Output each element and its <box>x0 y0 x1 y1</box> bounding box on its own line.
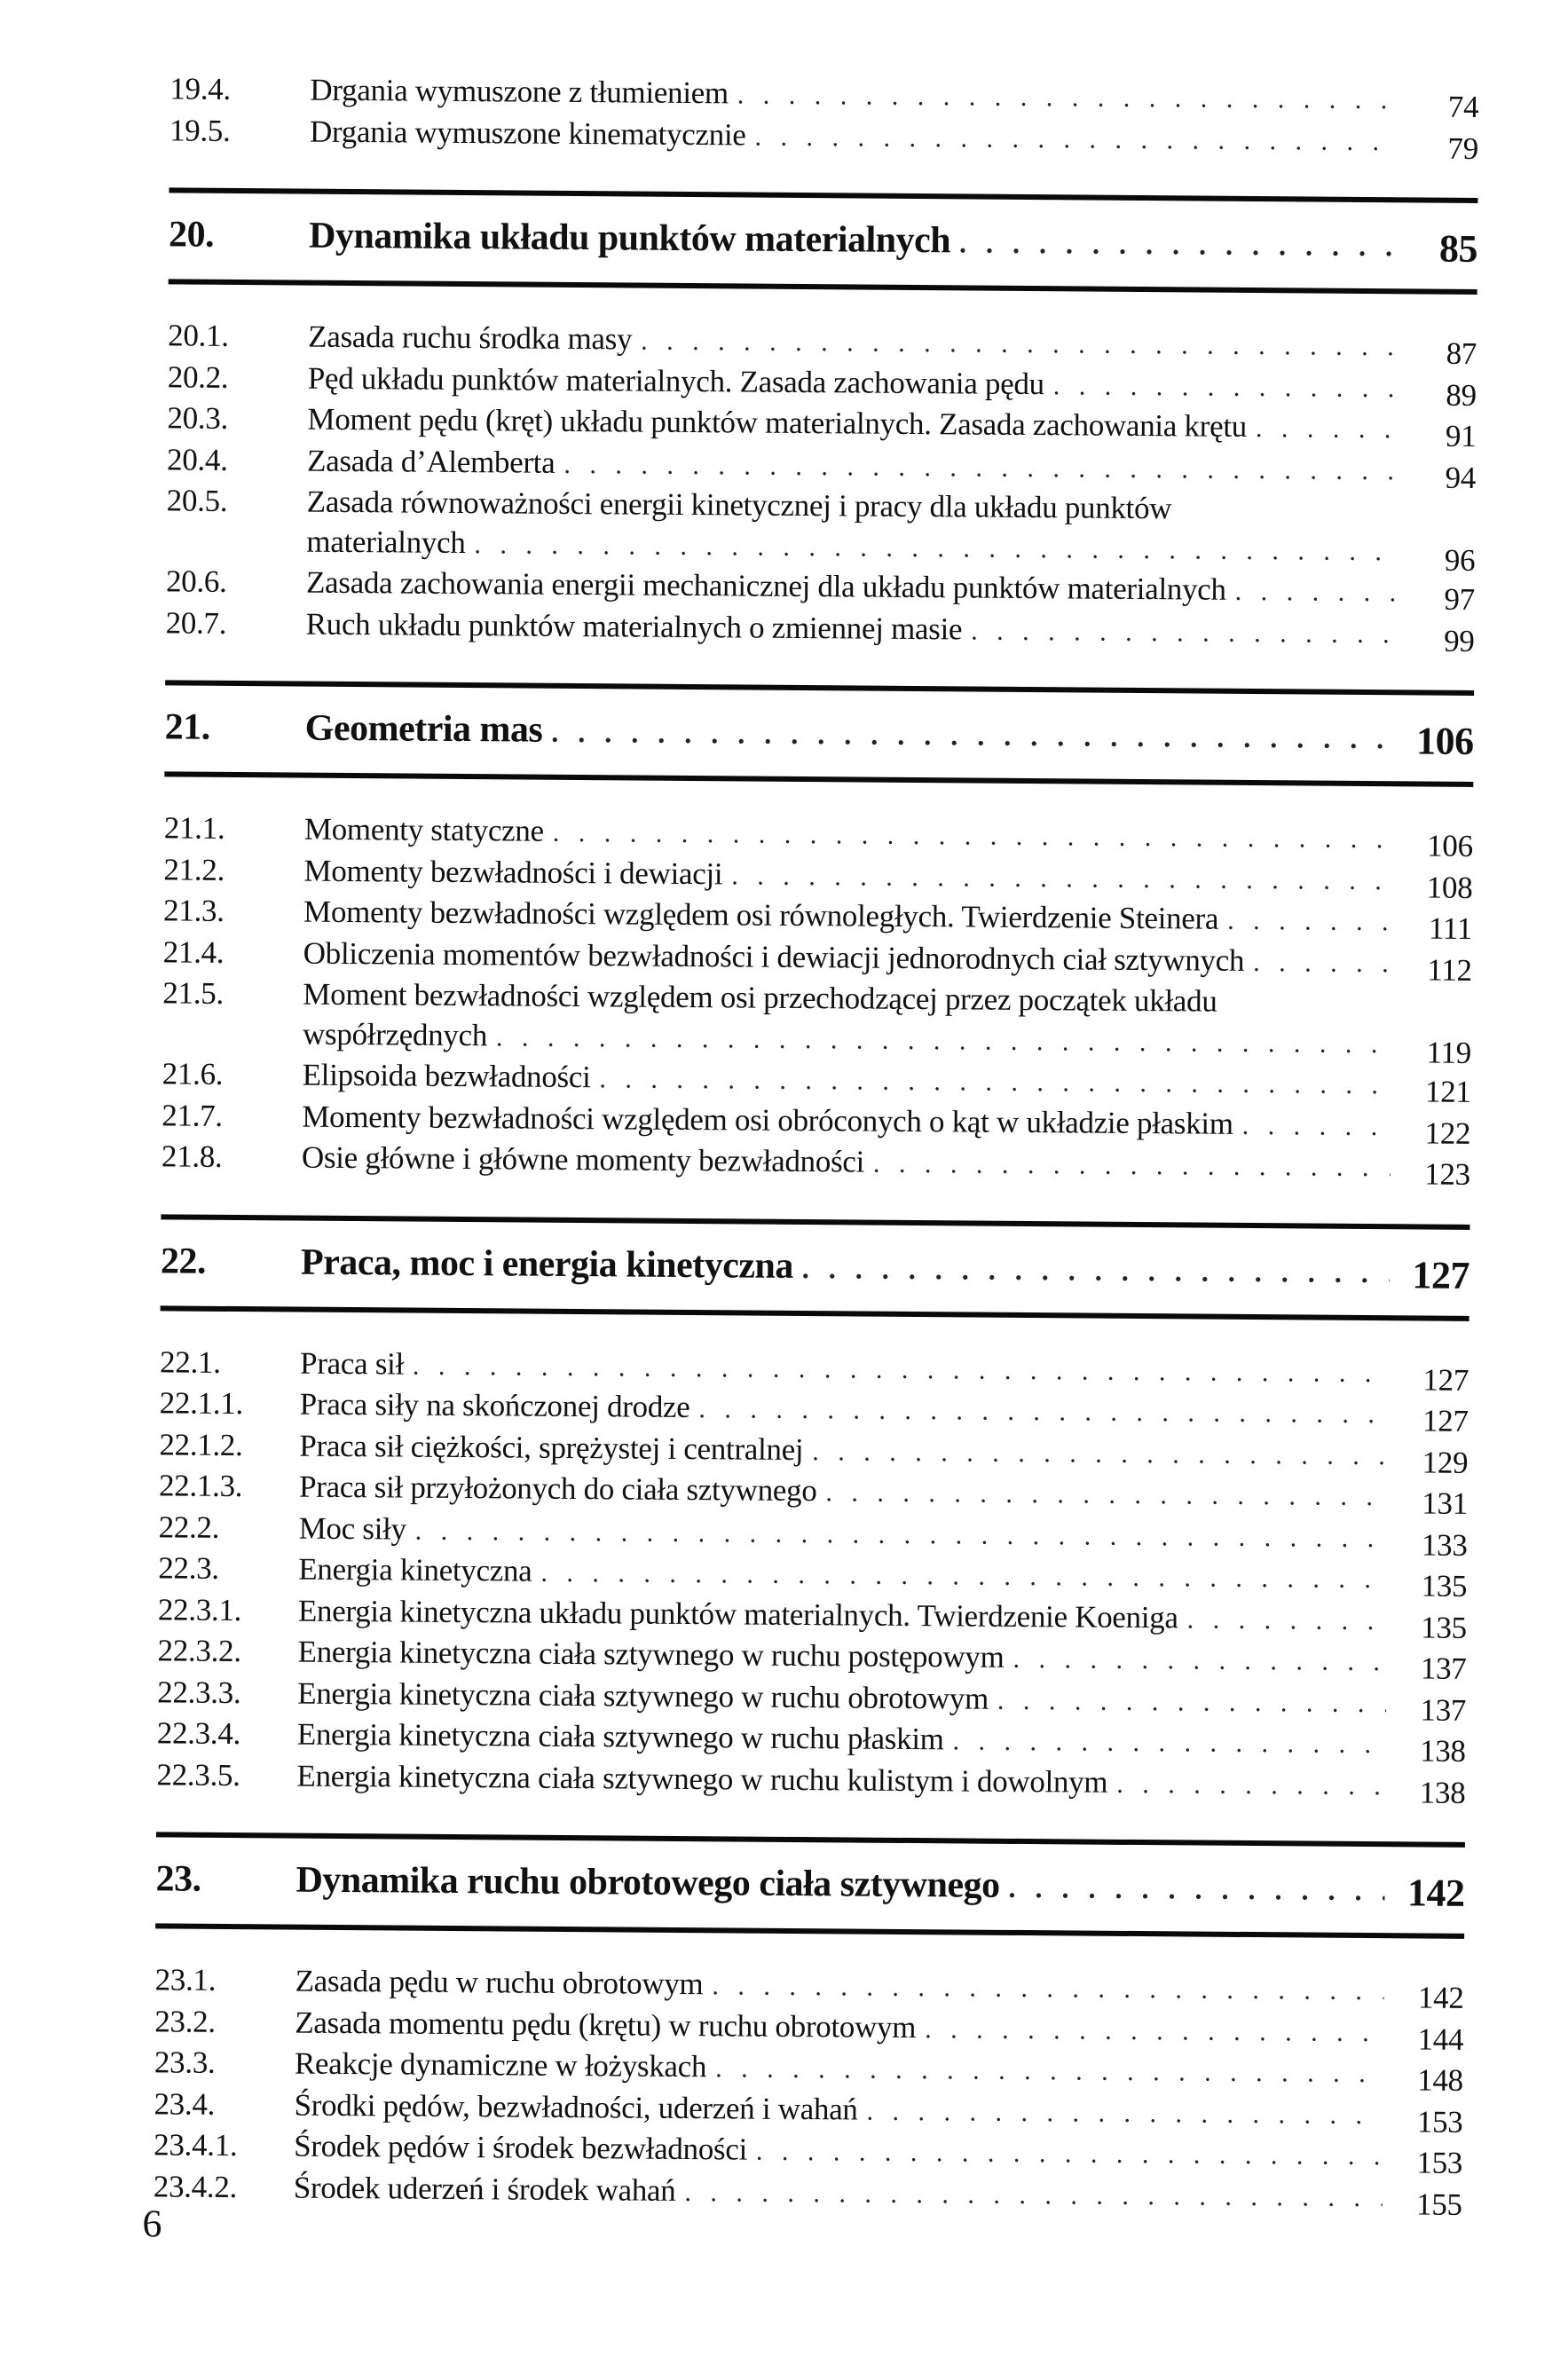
section-page-number: 129 <box>1422 1445 1469 1480</box>
section-page-number: 137 <box>1420 1692 1467 1728</box>
section-page-number: 74 <box>1447 89 1479 124</box>
dot-leader <box>754 117 1399 162</box>
toc-chapter[interactable] <box>155 1855 1464 1914</box>
table-of-contents <box>153 69 1479 2222</box>
section-number: 19.4. <box>169 71 232 106</box>
section-number: 20.1. <box>168 318 229 353</box>
dot-leader <box>997 1681 1387 1723</box>
dot-leader <box>496 1018 1391 1064</box>
section-page-number: 148 <box>1417 2062 1463 2098</box>
section-title: Obliczenia momentów bezwładności i dewiacji jednorodnych ciał sztywnych <box>303 935 1245 978</box>
dot-leader <box>1186 1600 1387 1641</box>
section-title: Praca sił ciężkości, sprężystej i centralnej <box>299 1428 804 1467</box>
section-title: Moc siły <box>298 1510 406 1547</box>
section-title: Energia kinetyczna ciała sztywnego w ruchu kulistym i dowolnym <box>296 1758 1108 1800</box>
section-title: Zasada momentu pędu (krętu) w ruchu obrotowym <box>295 2005 917 2045</box>
dot-leader <box>684 2173 1383 2218</box>
toc-entry[interactable] <box>162 973 1472 1070</box>
section-page-number: 111 <box>1428 910 1473 946</box>
section-title: Moment pędu (kręt) układu punktów materialnych. Zasada zachowania krętu <box>307 401 1248 444</box>
dot-leader <box>756 2132 1383 2177</box>
chapter-heading-block <box>161 1214 1470 1321</box>
section-page-number: 108 <box>1426 870 1473 905</box>
section-title: Zasada d’Alemberta <box>306 443 555 480</box>
section-title: Energia kinetyczna ciała sztywnego w ruchu postępowym <box>297 1634 1005 1675</box>
section-title: Zasada ruchu środka masy <box>308 319 633 357</box>
section-title: Energia kinetyczna ciała sztywnego w ruchu obrotowym <box>297 1675 989 1716</box>
section-number: 20.4. <box>166 441 228 477</box>
dot-leader <box>712 1966 1384 2011</box>
section-title: Energia kinetyczna <box>298 1551 532 1588</box>
section-page-number: 121 <box>1424 1074 1471 1109</box>
section-title: Zasada zachowania energii mechanicznej dla układu punktów materialnych <box>305 564 1226 607</box>
section-number: 21.4. <box>162 934 225 970</box>
section-number: 22.1.1. <box>159 1385 244 1422</box>
section-title: Drgania wymuszone z tłumieniem <box>310 72 729 111</box>
section-page-number: 135 <box>1421 1568 1468 1604</box>
dot-leader <box>737 75 1399 120</box>
section-page-number: 144 <box>1417 2021 1464 2057</box>
dot-leader <box>1253 943 1392 984</box>
chapter-title: Praca, moc i energia kinetyczna <box>300 1241 794 1287</box>
dot-leader <box>715 2049 1383 2093</box>
dot-leader <box>1227 902 1392 942</box>
section-number: 20.5. <box>166 483 228 518</box>
section-page-number: 138 <box>1419 1775 1466 1810</box>
toc-chapter[interactable] <box>169 210 1477 270</box>
section-page-number: 79 <box>1447 130 1479 166</box>
section-page-number: 153 <box>1416 2145 1463 2180</box>
section-number: 21.2. <box>163 851 225 887</box>
section-page-number: 131 <box>1422 1485 1469 1521</box>
section-number: 21.7. <box>162 1097 223 1133</box>
dot-leader <box>1013 1640 1386 1682</box>
chapter-title: Dynamika ruchu obrotowego ciała sztywnego <box>295 1859 1000 1906</box>
dot-leader <box>1116 1764 1385 1806</box>
chapter-page-number: 106 <box>1415 719 1474 763</box>
section-title: Momenty bezwładności i dewiacji <box>303 853 723 891</box>
toc-chapter[interactable] <box>165 703 1474 762</box>
section-title: Momenty bezwładności względem osi równoległych. Twierdzenie Steinera <box>303 894 1219 936</box>
section-number: 22.3.3. <box>157 1674 241 1710</box>
chapter-number: 23. <box>155 1858 201 1900</box>
section-number: 20.7. <box>165 604 227 641</box>
section-title: Praca siły na skończonej drodze <box>299 1386 690 1425</box>
section-number: 21.8. <box>161 1139 223 1174</box>
section-title: Reakcje dynamiczne w łożyskach <box>294 2045 707 2084</box>
chapter-page-number: 85 <box>1438 226 1478 271</box>
section-number: 23.4.2. <box>153 2168 238 2204</box>
toc-chapter[interactable] <box>161 1237 1470 1296</box>
dot-leader <box>1242 1106 1391 1147</box>
section-title: Energia kinetyczna ciała sztywnego w ruchu płaskim <box>296 1716 944 1757</box>
section-number: 20.6. <box>165 563 227 599</box>
section-title: Środki pędów, bezwładności, uderzeń i wahań <box>294 2087 858 2127</box>
section-title: Praca sił <box>299 1345 405 1382</box>
section-number: 22.3. <box>158 1550 219 1586</box>
section-title: Praca sił przyłożonych do ciała sztywnego <box>298 1469 817 1509</box>
section-page-number: 133 <box>1421 1527 1468 1563</box>
section-title: Energia kinetyczna układu punktów materialnych. Twierdzenie Koeniga <box>297 1593 1178 1635</box>
section-page-number: 123 <box>1424 1156 1470 1192</box>
dot-leader <box>1234 572 1395 613</box>
section-page-number: 127 <box>1422 1362 1470 1398</box>
section-number: 22.3.5. <box>156 1756 240 1793</box>
dot-leader <box>553 814 1393 860</box>
section-page-number: 112 <box>1427 952 1472 988</box>
section-number: 22.3.2. <box>157 1633 241 1669</box>
dot-leader <box>1008 1864 1384 1913</box>
section-page-number: 142 <box>1417 1980 1464 2015</box>
page-number: 6 <box>142 2202 162 2246</box>
section-title: Środek uderzeń i środek wahań <box>293 2170 676 2208</box>
section-number: 23.3. <box>154 2045 216 2080</box>
section-page-number: 127 <box>1422 1403 1469 1438</box>
chapter-number: 20. <box>168 214 215 256</box>
section-page-number: 94 <box>1445 460 1477 495</box>
section-number: 21.5. <box>162 975 225 1011</box>
section-title: Pęd układu punktów materialnych. Zasada zachowania pędu <box>307 360 1044 401</box>
section-page-number: 97 <box>1444 581 1476 617</box>
section-number: 23.1. <box>154 1962 217 1998</box>
section-number: 22.1.3. <box>158 1468 243 1504</box>
section-page-number: 122 <box>1424 1115 1471 1151</box>
section-title: Momenty statyczne <box>303 811 544 848</box>
section-page-number: 137 <box>1420 1651 1467 1686</box>
chapter-heading-block <box>169 187 1478 295</box>
dot-leader <box>731 856 1392 901</box>
section-page-number: 99 <box>1444 623 1475 658</box>
section-title: Środek pędów i środek bezwładności <box>294 2128 748 2167</box>
dot-leader <box>866 2092 1383 2135</box>
section-title-line1: Zasada równoważności energii kinetycznej i pracy dla układu punktów <box>306 484 1172 526</box>
section-page-number: 119 <box>1426 1035 1472 1070</box>
toc-entry[interactable] <box>166 481 1476 578</box>
section-title: Ruch układu punktów materialnych o zmiennej masie <box>305 606 963 646</box>
dot-leader <box>540 1554 1387 1600</box>
chapter-heading-block <box>155 1832 1465 1939</box>
section-number: 22.3.4. <box>156 1715 241 1752</box>
section-title: Momenty bezwładności względem osi obróconych o kąt w układzie płaskim <box>302 1099 1233 1141</box>
section-page-number: 135 <box>1421 1610 1467 1645</box>
section-number: 21.6. <box>162 1056 224 1091</box>
section-title: Osie główne i główne momenty bezwładności <box>301 1139 865 1179</box>
section-number: 23.2. <box>154 2003 216 2039</box>
chapter-page-number: 142 <box>1406 1871 1465 1915</box>
section-number: 23.4. <box>154 2085 216 2122</box>
section-page-number: 138 <box>1419 1733 1466 1769</box>
section-number: 19.5. <box>169 112 231 148</box>
section-title: Elipsoida bezwładności <box>302 1057 591 1095</box>
section-page-number: 106 <box>1426 828 1473 863</box>
section-title: Zasada pędu w ruchu obrotowym <box>295 1963 704 2002</box>
dot-leader <box>551 709 1394 761</box>
section-page-number: 89 <box>1446 377 1477 413</box>
chapter-page-number: 127 <box>1412 1252 1470 1297</box>
dot-leader <box>925 2010 1383 2053</box>
dot-leader <box>599 1060 1391 1106</box>
section-page-number: 96 <box>1444 542 1476 578</box>
section-number: 20.3. <box>167 400 229 436</box>
section-title-line2: współrzędnych <box>302 1016 488 1052</box>
dot-leader <box>1256 409 1397 450</box>
section-page-number: 153 <box>1416 2104 1463 2140</box>
dot-leader <box>641 322 1397 367</box>
dot-leader <box>971 611 1395 654</box>
dot-leader <box>825 1473 1388 1517</box>
section-number: 22.2. <box>158 1509 220 1545</box>
dot-leader <box>873 1145 1391 1188</box>
section-number: 22.1.2. <box>159 1426 243 1462</box>
section-title-line2: materialnych <box>306 524 466 560</box>
dot-leader <box>698 1390 1389 1435</box>
section-number: 22.1. <box>159 1344 221 1380</box>
section-page-number: 87 <box>1446 335 1477 371</box>
dot-leader <box>563 445 1396 491</box>
dot-leader <box>952 1722 1386 1764</box>
section-number: 23.4.1. <box>154 2127 238 2163</box>
section-page-number: 155 <box>1415 2187 1462 2222</box>
section-number: 20.2. <box>167 359 229 395</box>
section-number: 21.3. <box>162 893 225 928</box>
chapter-number: 22. <box>160 1240 207 1282</box>
section-page-number: 91 <box>1445 418 1477 453</box>
chapter-title: Geometria mas <box>304 707 543 751</box>
section-title: Drgania wymuszone kinematycznie <box>309 114 746 152</box>
section-number: 21.1. <box>163 810 225 846</box>
dot-leader <box>959 219 1398 269</box>
section-number: 22.3.1. <box>157 1591 242 1627</box>
dot-leader <box>812 1432 1388 1477</box>
chapter-heading-block <box>164 680 1474 787</box>
dot-leader <box>1053 366 1397 409</box>
chapter-title: Dynamika układu punktów materialnych <box>308 215 951 262</box>
dot-leader <box>802 1245 1391 1296</box>
chapter-number: 21. <box>164 706 210 748</box>
section-title-line1: Moment bezwładności względem osi przechodzącej przez początek układu <box>303 976 1217 1019</box>
